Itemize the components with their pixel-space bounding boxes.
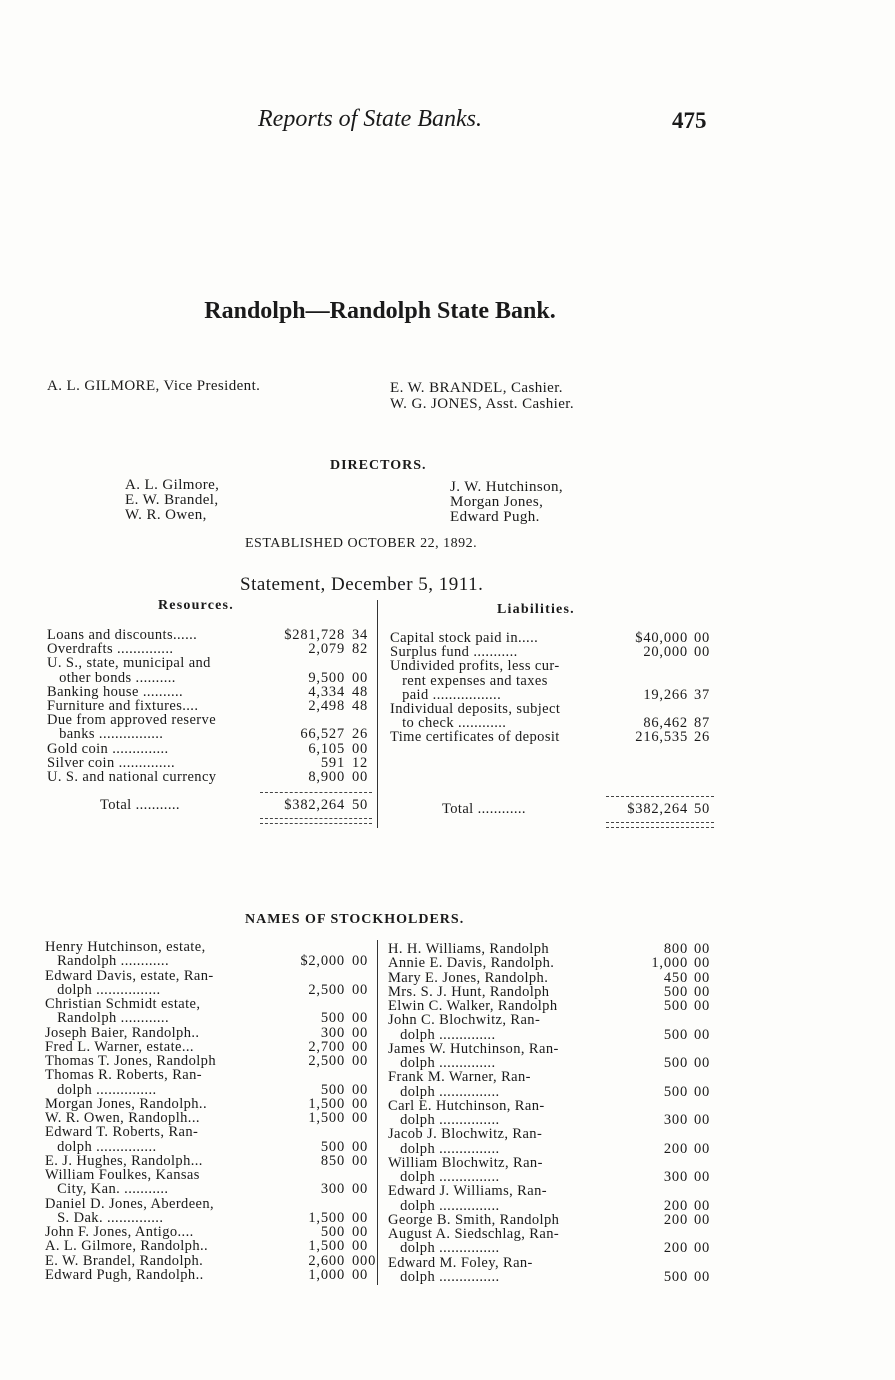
stockholder-left-dollars: 850 bbox=[320, 1152, 345, 1169]
stockholder-left-dollars: 500 bbox=[320, 1224, 345, 1240]
director-name: Morgan Jones, bbox=[450, 494, 544, 510]
stockholder-left-dollars: 500 bbox=[320, 1138, 345, 1155]
stockholder-left-cents: 00 bbox=[352, 1024, 369, 1041]
stockholder-right-label: dolph .............. bbox=[388, 1026, 496, 1043]
resource-dollars: 9,500 bbox=[308, 669, 345, 686]
stockholder-right-label: Edward J. Williams, Ran- bbox=[388, 1183, 547, 1200]
stockholder-right-cents: 00 bbox=[694, 941, 711, 957]
liability-label: to check ............ bbox=[390, 715, 507, 732]
stockholder-right-dollars: 300 bbox=[663, 1169, 688, 1185]
stockholder-right-dollars: 300 bbox=[663, 1112, 688, 1128]
stockholder-right-cents: 00 bbox=[694, 1268, 711, 1285]
stockholder-right-label: dolph ............... bbox=[388, 1169, 500, 1185]
stockholder-left-cents: 00 bbox=[352, 1081, 369, 1098]
stockholder-left-cents: 00 bbox=[352, 1010, 369, 1027]
liability-cents: 37 bbox=[694, 686, 711, 703]
stockholder-left-label: Edward Davis, estate, Ran- bbox=[45, 967, 214, 984]
stockholder-left-dollars: 300 bbox=[320, 1024, 345, 1041]
stockholder-right-label: William Blochwitz, Ran- bbox=[388, 1154, 543, 1171]
stockholder-left-label: E. J. Hughes, Randolph... bbox=[45, 1152, 203, 1169]
liability-label: paid ................. bbox=[390, 686, 502, 703]
resources-total-label: Total ........... bbox=[100, 797, 180, 813]
stockholder-right-cents: 00 bbox=[694, 1211, 711, 1228]
stockholder-left-label: A. L. Gilmore, Randolph.. bbox=[45, 1238, 209, 1255]
resources-total-cents: 50 bbox=[352, 797, 369, 813]
total-rule bbox=[260, 792, 372, 793]
liabilities-total-cents: 50 bbox=[694, 801, 711, 817]
stockholders-heading: NAMES OF STOCKHOLDERS. bbox=[245, 912, 465, 927]
established-date: ESTABLISHED OCTOBER 22, 1892. bbox=[245, 536, 478, 551]
liability-label: rent expenses and taxes bbox=[390, 672, 548, 689]
stockholder-right-label: dolph ............... bbox=[388, 1197, 500, 1214]
stockholder-left-dollars: 500 bbox=[320, 1081, 345, 1098]
stockholder-right-cents: 00 bbox=[694, 1026, 711, 1043]
vice-president: A. L. GILMORE, Vice President. bbox=[47, 378, 261, 394]
stockholder-left-label: Daniel D. Jones, Aberdeen, bbox=[45, 1195, 215, 1212]
stockholder-left-dollars: 1,500 bbox=[308, 1209, 345, 1226]
stockholder-left-cents: 00 bbox=[352, 1038, 369, 1055]
stockholder-left-label: Christian Schmidt estate, bbox=[45, 996, 201, 1012]
stockholder-left-label: John F. Jones, Antigo.... bbox=[45, 1224, 194, 1240]
stockholder-right-dollars: 200 bbox=[663, 1211, 688, 1228]
stockholder-right-label: Frank M. Warner, Ran- bbox=[388, 1069, 531, 1086]
stockholder-left-dollars: 2,600 bbox=[308, 1252, 345, 1269]
stockholder-right-label: dolph .............. bbox=[388, 1055, 496, 1071]
resource-cents: 82 bbox=[352, 641, 369, 658]
total-rule bbox=[606, 796, 714, 797]
resource-cents: 48 bbox=[352, 698, 369, 714]
stockholder-left-cents: 00 bbox=[352, 1110, 369, 1126]
resource-cents: 26 bbox=[352, 726, 369, 743]
stockholder-left-cents: 00 bbox=[352, 1138, 369, 1155]
stockholder-left-cents: 00 bbox=[352, 1266, 369, 1283]
stockholder-left-label: Thomas R. Roberts, Ran- bbox=[45, 1067, 203, 1084]
resource-dollars: 4,334 bbox=[308, 683, 345, 700]
stockholder-right-label: Elwin C. Walker, Randolph bbox=[388, 998, 558, 1014]
page-number: 475 bbox=[672, 108, 707, 133]
liability-cents: 00 bbox=[694, 644, 711, 661]
resource-cents: 00 bbox=[352, 740, 369, 757]
stockholder-left-cents: 000 bbox=[352, 1252, 377, 1269]
stockholder-left-label: Randolph ............ bbox=[45, 1010, 169, 1027]
resources-heading: Resources. bbox=[158, 598, 234, 613]
liability-label: Surplus fund ........... bbox=[390, 644, 518, 661]
stockholder-left-cents: 00 bbox=[352, 1224, 369, 1240]
stockholder-right-label: H. H. Williams, Randolph bbox=[388, 941, 549, 957]
stockholder-right-dollars: 1,000 bbox=[651, 955, 688, 972]
stockholder-left-cents: 00 bbox=[352, 981, 369, 998]
stockholder-right-dollars: 200 bbox=[663, 1240, 688, 1257]
stockholder-right-dollars: 500 bbox=[663, 1268, 688, 1285]
liabilities-total-label: Total ............ bbox=[442, 801, 526, 817]
resource-cents: 48 bbox=[352, 683, 369, 700]
stockholder-left-label: Joseph Baier, Randolph.. bbox=[45, 1024, 200, 1041]
cashier: E. W. BRANDEL, Cashier. bbox=[390, 380, 563, 396]
stockholder-right-label: dolph ............... bbox=[388, 1112, 500, 1128]
stockholder-right-label: dolph ............... bbox=[388, 1240, 500, 1257]
resource-label: Gold coin .............. bbox=[47, 740, 169, 757]
stockholder-left-dollars: 2,700 bbox=[308, 1038, 345, 1055]
total-rule bbox=[260, 818, 372, 819]
liability-label: Capital stock paid in..... bbox=[390, 630, 539, 646]
stockholder-right-cents: 00 bbox=[694, 1140, 711, 1157]
resources-total-dollars: $382,264 bbox=[284, 797, 345, 813]
director-name: W. R. Owen, bbox=[125, 507, 207, 523]
total-rule bbox=[260, 823, 372, 824]
resource-cents: 12 bbox=[352, 754, 369, 771]
stockholder-left-cents: 00 bbox=[352, 1152, 369, 1169]
stockholder-right-dollars: 800 bbox=[663, 941, 688, 957]
director-name: A. L. Gilmore, bbox=[125, 477, 220, 493]
stockholders-column-divider bbox=[377, 940, 378, 1285]
liabilities-total-dollars: $382,264 bbox=[627, 801, 688, 817]
liabilities-heading: Liabilities. bbox=[497, 602, 575, 617]
stockholder-left-dollars: 2,500 bbox=[308, 981, 345, 998]
stockholder-right-cents: 00 bbox=[694, 969, 711, 986]
resource-dollars: 6,105 bbox=[308, 740, 345, 757]
stockholder-right-dollars: 200 bbox=[663, 1140, 688, 1157]
stockholder-right-label: John C. Blochwitz, Ran- bbox=[388, 1012, 541, 1029]
stockholder-right-label: Carl E. Hutchinson, Ran- bbox=[388, 1097, 545, 1114]
stockholder-left-cents: 00 bbox=[352, 953, 369, 970]
stockholder-right-label: Jacob J. Blochwitz, Ran- bbox=[388, 1126, 543, 1143]
liability-cents: 87 bbox=[694, 715, 711, 732]
resource-dollars: $281,728 bbox=[284, 627, 345, 643]
stockholder-right-cents: 00 bbox=[694, 1112, 711, 1128]
stockholder-left-label: Fred L. Warner, estate... bbox=[45, 1038, 194, 1055]
liability-label: Individual deposits, subject bbox=[390, 701, 561, 717]
resource-label: other bonds .......... bbox=[47, 669, 176, 686]
stockholder-left-label: dolph ................ bbox=[45, 981, 161, 998]
statement-title: Statement, December 5, 1911. bbox=[240, 574, 484, 595]
stockholder-left-dollars: 1,500 bbox=[308, 1095, 345, 1112]
liability-dollars: 19,266 bbox=[643, 686, 688, 703]
stockholder-right-cents: 00 bbox=[694, 998, 711, 1014]
stockholder-right-label: dolph ............... bbox=[388, 1140, 500, 1157]
stockholder-left-dollars: $2,000 bbox=[300, 953, 345, 970]
liability-label: Time certificates of deposit bbox=[390, 729, 560, 746]
stockholder-right-cents: 00 bbox=[694, 1169, 711, 1185]
director-name: J. W. Hutchinson, bbox=[450, 479, 564, 495]
stockholder-left-label: Edward Pugh, Randolph.. bbox=[45, 1266, 204, 1283]
stockholder-left-dollars: 1,500 bbox=[308, 1238, 345, 1255]
stockholder-left-dollars: 300 bbox=[320, 1181, 345, 1198]
stockholder-left-label: dolph ............... bbox=[45, 1081, 157, 1098]
stockholder-left-label: City, Kan. ........... bbox=[45, 1181, 169, 1198]
stockholder-right-label: Edward M. Foley, Ran- bbox=[388, 1254, 533, 1271]
statement-column-divider bbox=[377, 600, 378, 828]
liability-dollars: 20,000 bbox=[643, 644, 688, 661]
liability-dollars: 86,462 bbox=[643, 715, 688, 732]
stockholder-right-cents: 00 bbox=[694, 1197, 711, 1214]
liability-label: Undivided profits, less cur- bbox=[390, 658, 560, 675]
liability-cents: 00 bbox=[694, 630, 711, 646]
stockholder-right-cents: 00 bbox=[694, 1083, 711, 1100]
stockholder-left-label: Morgan Jones, Randolph.. bbox=[45, 1095, 207, 1112]
resource-cents: 00 bbox=[352, 669, 369, 686]
stockholder-right-cents: 00 bbox=[694, 1055, 711, 1071]
resource-label: banks ................ bbox=[47, 726, 164, 743]
stockholder-left-label: W. R. Owen, Randoplh... bbox=[45, 1110, 200, 1126]
resource-cents: 00 bbox=[352, 769, 369, 785]
total-rule bbox=[606, 822, 714, 823]
stockholder-right-dollars: 500 bbox=[663, 1055, 688, 1071]
stockholder-right-label: Mrs. S. J. Hunt, Randolph bbox=[388, 983, 550, 1000]
stockholder-right-label: dolph ............... bbox=[388, 1268, 500, 1285]
stockholder-left-cents: 00 bbox=[352, 1095, 369, 1112]
stockholder-right-cents: 00 bbox=[694, 983, 711, 1000]
stockholder-right-label: dolph ............... bbox=[388, 1083, 500, 1100]
asst-cashier: W. G. JONES, Asst. Cashier. bbox=[390, 396, 575, 412]
stockholder-left-label: dolph ............... bbox=[45, 1138, 157, 1155]
stockholder-right-dollars: 500 bbox=[663, 983, 688, 1000]
resource-label: Overdrafts .............. bbox=[47, 641, 174, 658]
resource-label: Due from approved reserve bbox=[47, 712, 217, 729]
stockholder-right-dollars: 200 bbox=[663, 1197, 688, 1214]
liability-cents: 26 bbox=[694, 729, 711, 746]
stockholder-left-label: Henry Hutchinson, estate, bbox=[45, 939, 206, 955]
liability-dollars: $40,000 bbox=[635, 630, 688, 646]
stockholder-right-dollars: 500 bbox=[663, 1026, 688, 1043]
resource-dollars: 591 bbox=[320, 754, 345, 771]
resource-label: Silver coin .............. bbox=[47, 754, 175, 771]
stockholder-right-label: James W. Hutchinson, Ran- bbox=[388, 1040, 559, 1057]
bank-title: Randolph—Randolph State Bank. bbox=[204, 298, 556, 324]
resource-label: U. S. and national currency bbox=[47, 769, 217, 785]
liability-dollars: 216,535 bbox=[635, 729, 688, 746]
stockholder-right-dollars: 500 bbox=[663, 998, 688, 1014]
director-name: Edward Pugh. bbox=[450, 509, 540, 525]
stockholder-left-label: Thomas T. Jones, Randolph bbox=[45, 1053, 216, 1069]
stockholder-left-cents: 00 bbox=[352, 1181, 369, 1198]
stockholder-right-dollars: 500 bbox=[663, 1083, 688, 1100]
resource-dollars: 2,079 bbox=[308, 641, 345, 658]
running-title: Reports of State Banks. bbox=[258, 106, 482, 132]
stockholder-left-cents: 00 bbox=[352, 1238, 369, 1255]
stockholder-right-label: Annie E. Davis, Randolph. bbox=[388, 955, 555, 972]
stockholder-left-cents: 00 bbox=[352, 1209, 369, 1226]
stockholder-left-dollars: 2,500 bbox=[308, 1053, 345, 1069]
resource-dollars: 66,527 bbox=[300, 726, 345, 743]
stockholder-right-cents: 00 bbox=[694, 955, 711, 972]
stockholder-left-label: Edward T. Roberts, Ran- bbox=[45, 1124, 199, 1141]
stockholder-left-dollars: 1,000 bbox=[308, 1266, 345, 1283]
directors-heading: DIRECTORS. bbox=[330, 458, 427, 473]
resource-dollars: 2,498 bbox=[308, 698, 345, 714]
resource-label: Banking house .......... bbox=[47, 683, 184, 700]
resource-label: Furniture and fixtures.... bbox=[47, 698, 199, 714]
director-name: E. W. Brandel, bbox=[125, 492, 219, 508]
stockholder-left-cents: 00 bbox=[352, 1053, 369, 1069]
resource-label: Loans and discounts...... bbox=[47, 627, 198, 643]
stockholder-left-dollars: 500 bbox=[320, 1010, 345, 1027]
resource-label: U. S., state, municipal and bbox=[47, 655, 211, 672]
stockholder-left-dollars: 1,500 bbox=[308, 1110, 345, 1126]
stockholder-left-label: S. Dak. .............. bbox=[45, 1209, 164, 1226]
stockholder-right-cents: 00 bbox=[694, 1240, 711, 1257]
total-rule bbox=[606, 827, 714, 828]
stockholder-right-dollars: 450 bbox=[663, 969, 688, 986]
stockholder-left-label: William Foulkes, Kansas bbox=[45, 1167, 200, 1183]
stockholder-right-label: Mary E. Jones, Randolph. bbox=[388, 969, 549, 986]
stockholder-left-label: Randolph ............ bbox=[45, 953, 169, 970]
stockholder-right-label: George B. Smith, Randolph bbox=[388, 1211, 560, 1228]
stockholder-left-label: E. W. Brandel, Randolph. bbox=[45, 1252, 204, 1269]
resource-cents: 34 bbox=[352, 627, 369, 643]
stockholder-right-label: August A. Siedschlag, Ran- bbox=[388, 1226, 560, 1242]
resource-dollars: 8,900 bbox=[308, 769, 345, 785]
